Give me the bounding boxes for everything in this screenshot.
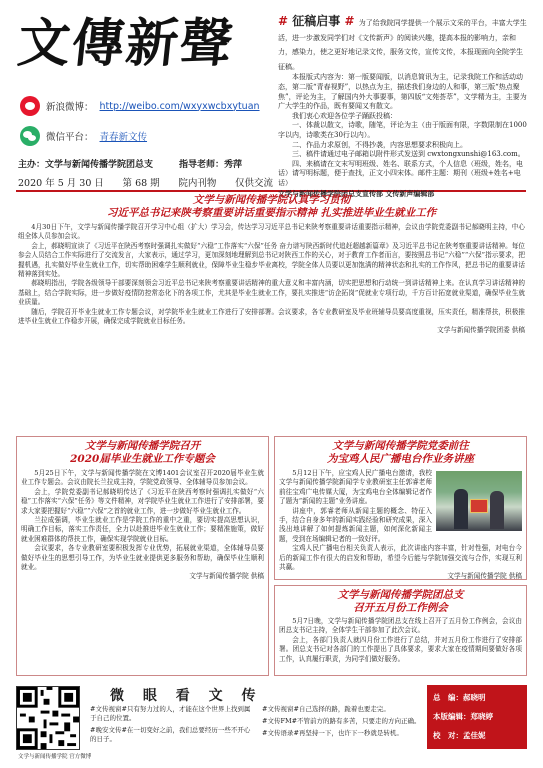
article-paragraph: 郝晓明指出，学院各级领导干部要深刻领会习近平总书记来陕考察重要讲话精神的重大意义和丰富内涵，切实把思想和行动统一到讲话精神上来。在认真学习讲话精神的基础上，结合学院实际，进一步做好疫情防控常态化下的各项工作，尤其是毕业生就业工作，要扎实推进“访企拓岗”促就业专项行动，千方百计拓宽就业渠道，确保毕业生就业质量。 <box>18 279 525 307</box>
masthead-char: 新 <box>122 13 184 74</box>
micro-post: #文传FM#不管前方的路有多苦，只要走的方向正确。 <box>262 717 421 725</box>
article-paragraph: 5月25日下午，文学与新闻传播学院在文博1401会议室召开2020届毕业生就业工作专题会。会议由院长兰拉成主持，学院党政领导、全体辅导员参加会议。 <box>21 469 264 487</box>
article-paragraph: 会上，学院党委副书记郝晓明传达了《习近平在陕西考察时强调扎实做好“六稳”工作落实“六保”任务》等文件精神，对学院毕业生就业工作进行了安排部署，要求大家要把握好“六稳”“六保”之首的就业工作，进一步做好毕业生就业工作。 <box>21 487 264 515</box>
article-paragraph: 宝鸡人民广播电台相关负责人表示，此次讲座内容丰富，针对性强，对电台今后的新闻工作有很大的启发和帮助，希望今后能与学院加强交流与合作，实现互利共赢。 <box>279 544 522 572</box>
micro-post: #文传视窗#自己选择的路，跪着也要走完。 <box>262 705 390 713</box>
weibo-label: 新浪微博： <box>46 102 94 113</box>
cfp-title <box>278 14 528 72</box>
article-title <box>275 437 526 466</box>
article-paragraph: 随后，学院召开毕业生就业工作专题会议，对学院毕业生就业工作进行了安排部署。会议要求，各专业教研室及毕业班辅导员要高度重视，压实责任，精准帮扶，积极推进毕业生就业工作稳步开展，确保完成学院就业目标任务。 <box>18 307 525 326</box>
masthead-char: 聲 <box>176 13 238 74</box>
article-byline: 文学与新闻传播学院 供稿 <box>189 572 264 581</box>
article-title <box>275 586 526 615</box>
sponsor-line <box>18 157 242 170</box>
masthead-char: 傳 <box>68 13 130 74</box>
circulation-note: 仅供交流 <box>234 178 273 189</box>
article-title-line: 召开五月份工作例会 <box>353 602 448 614</box>
issue-number: 第 68 期 <box>122 178 160 189</box>
wechat-link[interactable]: 青春新文传 <box>99 132 148 143</box>
micro-post: #文传视窗#只有努力过的人，才能在这个世界上找到属于自己的位置。 <box>90 705 251 722</box>
lecture-photo <box>436 471 522 531</box>
weibo-link[interactable]: http://weibo.com/wxyxwcbxytuan <box>99 100 260 112</box>
article-main <box>16 194 527 430</box>
article-body <box>275 615 526 664</box>
editor-row <box>433 688 521 707</box>
article-title-line: 习近平总书记来陕考察重要讲话重要指示精神 扎实推进毕业生就业工作 <box>106 207 437 219</box>
article-monthly-meeting <box>274 585 527 676</box>
advisor-text: 指导老师：秀萍 <box>179 160 243 170</box>
qr-label: 文学与新闻传播学院 官方微博 <box>18 754 92 760</box>
article-title-line: 文学与新闻传播学院召开 <box>84 440 201 452</box>
article-paragraph: 会上，郝晓明宣读了《习近平在陕西考察时强调扎实做好“六稳”工作落实“六保”任务 奋力谱写陕西新时代追赶超越新篇章》及习近平总书记在陕考察重要讲话精神。每位参会人员结合工作实际进行了交流发言，大家表示，通过学习，更加深刻地理解到总书记对陕西工作的关心，对于教育工作者而言，要按照总书记“六稳”“六保”指示要求，把握机遇，扎实做好毕业生就业工作，切实帮助困难学生顺利就业，保障毕业生稳步毕业离校，学院全体人员要以更加饱满的精神状态和扎实的工作作风，把总书记的重要讲话精神落到实处。 <box>18 241 525 279</box>
editor-role: 总 编： <box>433 693 463 702</box>
article-title <box>17 437 268 466</box>
editor-role: 校 对： <box>433 731 463 740</box>
article-paragraph: 讲座中，郭睿老师从新闻主题的概念、特征入手，结合自身多年的新闻实践经验和研究成果，深入浅出地讲解了如何提炼新闻主题，如何深化新闻主题，受到在场编辑记者的一致好评。 <box>279 506 432 543</box>
cfp-closing: 文学与新闻传播学院团总支宣传部 文传新声编辑部 <box>278 188 435 198</box>
editor-row <box>433 707 521 726</box>
micro-column-left <box>90 705 255 744</box>
article-paragraph: 会议要求，各专业教研室要积极发挥专业优势，拓展就业渠道，全体辅导员要做好毕业生的思想引导工作，为毕业生就业提供更多服务和帮助，确保毕业生顺利就业。 <box>21 544 264 572</box>
cfp-paragraph: 二、作品力求原创，不得抄袭，内容思想要求积极向上。 <box>292 140 467 149</box>
editor-name: 郑晓婷 <box>470 712 493 721</box>
weibo-icon <box>20 96 40 116</box>
article-paragraph: 5月12日下午，应宝鸡人民广播电台邀请，我校文学与新闻传播学院新闻学专业教研室主任郭睿老师前往宝鸡广电传媒大厦，为宝鸡电台全体编辑记者作了题为“新闻的主题”业务讲座。 <box>279 469 432 506</box>
cfp-title-text: 征稿启事 <box>292 14 341 28</box>
article-radio-lecture <box>274 436 527 580</box>
article-paragraph: 5月7日晚，文学与新闻传播学院团总支在线上召开了五月份工作例会，会议由团总支书记主持，全体学生干部参加了此次会议。 <box>279 617 522 635</box>
article-title-line: 文学与新闻传播学院认真学习贯彻 <box>192 194 351 206</box>
article-body <box>16 220 527 336</box>
article-title <box>16 194 527 220</box>
editor-role: 本版编辑： <box>433 712 471 721</box>
article-title-line: 文学与新闻传播学院党委前往 <box>332 440 469 452</box>
article-title-line: 2020届毕业生就业工作专题会 <box>70 453 215 465</box>
wechat-row <box>20 126 147 146</box>
article-title-line: 为宝鸡人民广播电台作业务讲座 <box>327 453 474 465</box>
cfp-paragraph: 四、来稿请在文末写明班级、姓名、联系方式，个人信息（班级，姓名，电话）请写明标题，便于查找，正文小四宋体。邮件主题：期刊（班级+姓名+电话） <box>278 159 523 187</box>
micro-post: #晚安文传#在一切变好之前，我们总要经历一些不开心的日子。 <box>90 726 251 743</box>
micro-section-title: 微 眼 看 文 传 <box>110 688 263 704</box>
weibo-row <box>20 96 260 116</box>
editor-name: 孟佳妮 <box>463 731 486 740</box>
masthead-char: 文 <box>14 13 76 74</box>
editor-row <box>433 726 521 745</box>
wechat-label: 微信平台： <box>46 132 94 143</box>
editor-box <box>427 685 527 749</box>
article-title-line: 文学与新闻传播学院团总支 <box>337 589 464 601</box>
sponsor-text: 主办：文学与新闻传播学院团总支 <box>18 160 154 170</box>
qr-code <box>16 686 80 750</box>
micro-post: #文传语录#再坚持一下，也许下一秒就是转机。 <box>262 729 403 737</box>
hash-mark: # <box>278 14 289 28</box>
cfp-paragraph: 我们衷心欢迎各位学子踊跃投稿： <box>292 111 397 120</box>
cfp-paragraph: 一、体裁以散文，诗歌，随笔，评论为主（由于版面有限，字数限制在1000字以内，诗歌类在30行以内）。 <box>278 121 527 139</box>
article-paragraph: 会上，各部门负责人就四月份工作进行了总结，并对五月份工作进行了安排部署。团总支书记对各部门的工作提出了具体要求，要求大家在疫情期间要做好各项工作，认真履行职责，为同学们做好服务。 <box>279 635 522 663</box>
issue-date: 2020 年 5 月 30 日 <box>18 178 104 189</box>
article-employment-meeting <box>16 436 269 676</box>
masthead-title <box>14 13 268 76</box>
article-byline: 文学与新闻传播学院团委 供稿 <box>437 326 525 335</box>
wechat-icon <box>20 126 40 146</box>
micro-column-right <box>262 705 422 738</box>
article-body <box>17 466 268 582</box>
cfp-paragraph: 三、稿件请通过电子邮箱以附件形式发送到 cwxtongxunshi@163.com。 <box>292 150 525 159</box>
article-paragraph: 兰拉成强调，毕业生就业工作是学院工作的重中之重，要切实提高思想认识，明确工作目标，落实工作责任，全力以赴推进毕业生就业工作；要精准施策，做好就业困难群体的帮扶工作，确保实现学院就业目标。 <box>21 516 264 543</box>
cfp-intro: 为了给我院同学提供一个展示文采的平台，丰富大学生活，进一步激发同学们对《文传新声》的阅读兴趣，提高本报的影响力，亲和力，感染力，使之更好地记录文传，服务文传，宣传文传，本报现面向全院学生征稿。 <box>278 19 527 71</box>
article-body <box>275 466 526 582</box>
issue-bar <box>18 175 273 189</box>
call-for-papers <box>278 14 528 198</box>
cfp-paragraph: 本报版式内容为：第一版要闻版，以消息简讯为主，记录我院工作和活动动态，第二版“青春视野”，以热点为主，描述我们身边的人和事，第三版“热点聚焦”，评论为主，了解国内外大事要事，第四版“文苑荟萃”，文学精为主，主要为广大学生的作品，既有要闻又有散文。 <box>278 73 527 111</box>
editor-name: 郝晓明 <box>463 693 486 702</box>
hash-mark: # <box>344 14 355 28</box>
circulation-label: 院内刊物 <box>178 178 217 189</box>
article-paragraph: 4月30日下午，文学与新闻传播学院召开学习中心组（扩大）学习会，传达学习习近平总书记来陕考察重要讲话重要指示精神，会议由学院党委副书记郝晓明主持，中心组全体人员参加会议。 <box>18 223 525 241</box>
article-byline: 文学与新闻传播学院 供稿 <box>447 572 522 581</box>
